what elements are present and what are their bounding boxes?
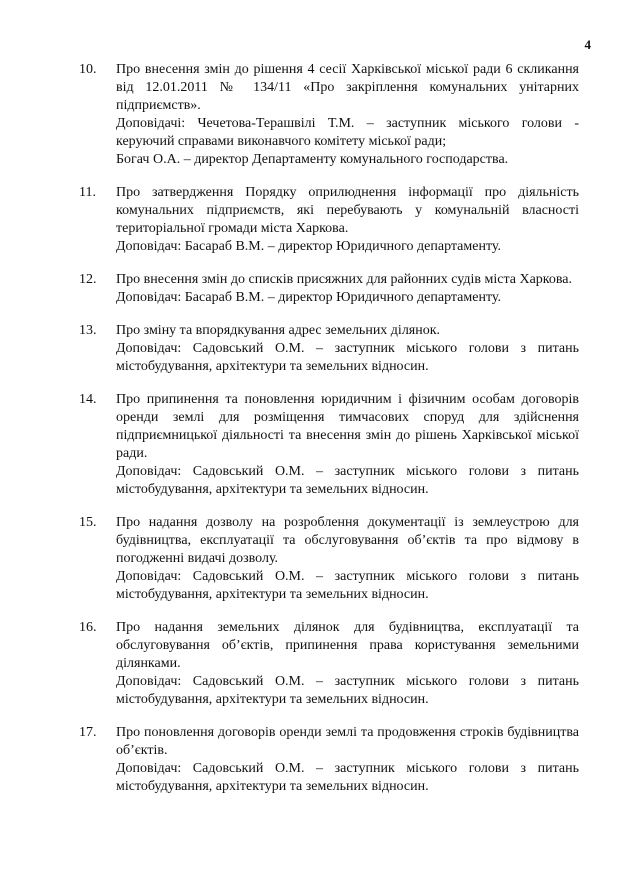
item-body: [116, 514, 579, 604]
item-number: 16.: [79, 620, 97, 635]
item-title: Про затвердження Порядку оприлюднення інформації про діяльність комунальних підприємств, які перебувають у комунальній власності територіальної громади міста Харкова.: [116, 185, 579, 236]
item-speakers: [116, 340, 579, 376]
speaker-line: Доповідач: Садовський О.М. – заступник міського голови з питань містобудування, архітектури та земельних відносин.: [116, 761, 579, 794]
agenda-item-14: [79, 391, 579, 499]
item-title: Про надання земельних ділянок для будівництва, експлуатації та обслуговування об’єктів, припинення права користування земельними ділянками.: [116, 620, 579, 671]
item-title: Про надання дозволу на розроблення документації із землеустрою для будівництва, експлуатації та обслуговування об’єктів та про відмову в погодженні видачі дозволу.: [116, 515, 579, 566]
speaker-line: Доповідач: Басараб В.М. – директор Юридичного департаменту.: [116, 290, 501, 305]
item-number: 13.: [79, 323, 97, 338]
item-speakers: [116, 760, 579, 796]
item-title: Про внесення змін до рішення 4 сесії Харківської міської ради 6 скликання від 12.01.2011 № 134/11 «Про закріплення комунальних унітарних підприємств».: [116, 62, 579, 113]
item-number: 12.: [79, 272, 97, 287]
item-body: [116, 184, 579, 256]
speaker-line: Доповідач: Садовський О.М. – заступник міського голови з питань містобудування, архітектури та земельних відносин.: [116, 569, 579, 602]
agenda-item-13: [79, 322, 579, 376]
agenda-item-17: [79, 724, 579, 796]
item-speakers: [116, 673, 579, 709]
speaker-line: Доповідач: Басараб В.М. – директор Юридичного департаменту.: [116, 239, 501, 254]
item-speakers: [116, 568, 579, 604]
item-speakers: [116, 238, 579, 256]
agenda-item-12: [79, 271, 579, 307]
agenda-item-11: [79, 184, 579, 256]
agenda-list: [79, 61, 579, 811]
item-body: [116, 391, 579, 499]
item-number: 11.: [79, 185, 96, 200]
item-number: 17.: [79, 725, 97, 740]
agenda-item-16: [79, 619, 579, 709]
item-number: 14.: [79, 392, 97, 407]
item-speakers: [116, 115, 579, 169]
item-body: [116, 61, 579, 169]
speaker-line: Богач О.А. – директор Департаменту комунального господарства.: [116, 152, 509, 167]
agenda-item-10: [79, 61, 579, 169]
item-body: [116, 322, 579, 376]
speaker-line: Доповідачі: Чечетова-Терашвілі Т.М. – заступник міського голови - керуючий справами виконавчого комітету міської ради;: [116, 116, 579, 149]
agenda-item-15: [79, 514, 579, 604]
item-body: [116, 271, 579, 307]
item-title: Про внесення змін до списків присяжних для районних судів міста Харкова.: [116, 272, 573, 287]
speaker-line: Доповідач: Садовський О.М. – заступник міського голови з питань містобудування, архітектури та земельних відносин.: [116, 674, 579, 707]
item-number: 10.: [79, 62, 97, 77]
item-title: Про поновлення договорів оренди землі та продовження строків будівництва об’єктів.: [116, 725, 579, 758]
speaker-line: Доповідач: Садовський О.М. – заступник міського голови з питань містобудування, архітектури та земельних відносин.: [116, 464, 579, 497]
speaker-line: Доповідач: Садовський О.М. – заступник міського голови з питань містобудування, архітектури та земельних відносин.: [116, 341, 579, 374]
item-title: Про зміну та впорядкування адрес земельних ділянок.: [116, 323, 441, 338]
item-number: 15.: [79, 515, 97, 530]
item-speakers: [116, 463, 579, 499]
item-body: [116, 724, 579, 796]
item-speakers: [116, 289, 579, 307]
page-number: 4: [584, 37, 591, 52]
item-title: Про припинення та поновлення юридичним і фізичним особам договорів оренди землі для розміщення тимчасових споруд для здійснення підприємницької діяльності та внесення змін до рішень Харківської міської ради.: [116, 392, 579, 461]
item-body: [116, 619, 579, 709]
